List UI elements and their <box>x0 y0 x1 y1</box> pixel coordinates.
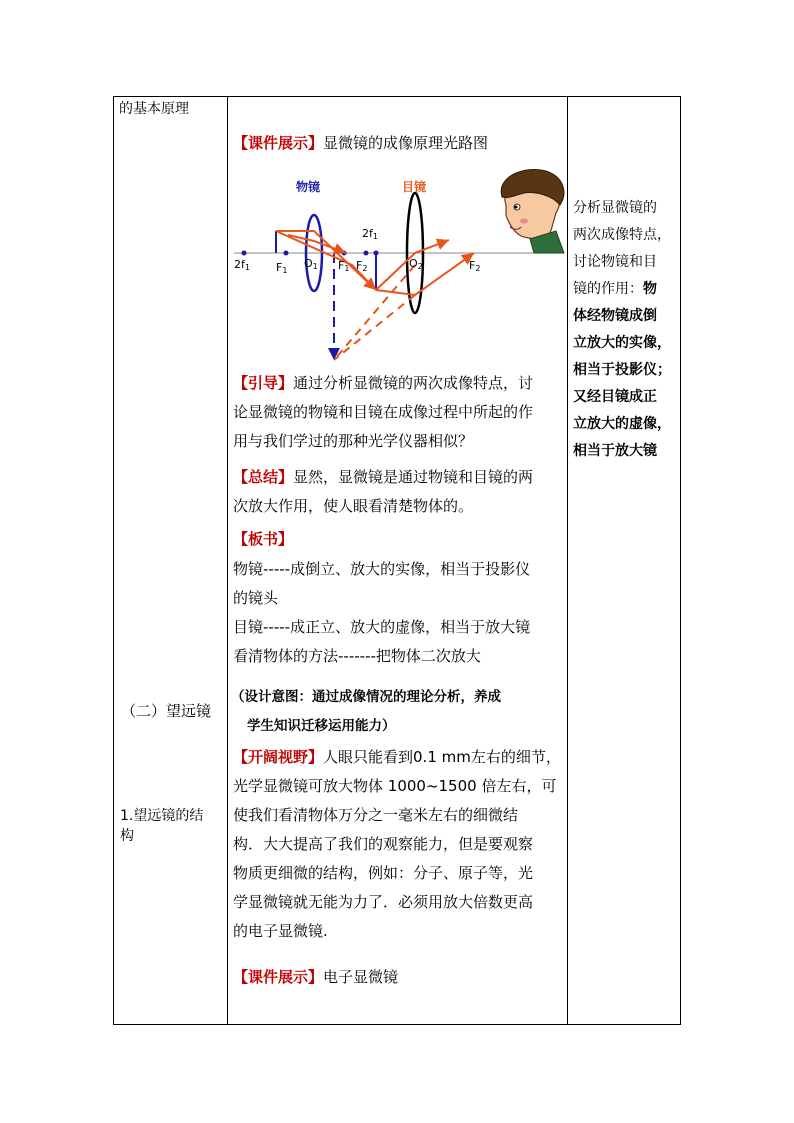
guide-paragraph: 【引导】通过分析显微镜的两次成像特点，讨 论显微镜的物镜和目镜在成像过程中所起的作 用与我们学过的那种光学仪器相似？ <box>233 374 534 450</box>
label-2f1-right: 2f <box>362 227 373 240</box>
point-F1 <box>284 251 289 256</box>
lesson-table <box>113 96 681 1025</box>
courseware-paragraph-2: 【课件展示】电子显微镜 <box>233 968 399 986</box>
svg-text:F1: F1 <box>338 259 350 273</box>
broaden-horizons-paragraph: 【开阔视野】人眼只能看到0.1 mm左右的细节， 光学显微镜可放大物体 1000~1500 倍左右，可 使我们看清物体万分之一毫米左右的细微结 构．大大提高了我们的观察能力，但是要观察 物质更细微的结构，例如：分子、原子等，光 学显微镜就无能为力了．必须用放大倍数更高 的电子显微镜. <box>233 748 561 940</box>
ray-extension-2 <box>334 265 415 360</box>
ray-4 <box>376 253 474 295</box>
microscope-light-path-diagram <box>234 165 569 365</box>
label-F1: F <box>276 261 283 274</box>
broaden-horizons-tag: 【开阔视野】 <box>233 748 324 766</box>
point-2f1-left <box>242 251 247 256</box>
board-heading <box>233 525 293 554</box>
label-eyepiece: 目镜 <box>402 180 427 194</box>
telescope-structure-line2: 构 <box>120 828 134 844</box>
svg-text:F2: F2 <box>469 259 481 273</box>
label-objective: 物镜 <box>296 180 321 194</box>
telescope-heading: （二）望远镜 <box>121 702 212 720</box>
design-intent: （设计意图：通过成像情况的理论分析，养成 学生知识迁移运用能力） <box>231 689 501 734</box>
label-F2b: F <box>469 259 476 272</box>
label-2f1-left: 2f <box>234 258 245 271</box>
left-topic-text: 的基本原理 <box>119 101 189 117</box>
observer-face-illustration <box>501 169 564 253</box>
svg-text:F2: F2 <box>356 259 368 273</box>
svg-text:O2: O2 <box>409 257 423 271</box>
summary-paragraph: 【总结】显然，显微镜是通过物镜和目镜的两 次放大作用，使人眼看清楚物体的。 <box>233 468 534 515</box>
label-O2: O <box>409 257 418 270</box>
courseware-tag-2: 【课件展示】 <box>233 968 324 986</box>
column-divider-left <box>227 97 228 1024</box>
point-F2a <box>364 251 369 256</box>
board-tag: 【板书】 <box>233 530 294 548</box>
courseware-tag: 【课件展示】 <box>233 134 324 152</box>
ray-extension-1 <box>334 295 415 360</box>
svg-text:2f1: 2f1 <box>362 227 378 241</box>
board-notes: 物镜-----成倒立、放大的实像，相当于投影仪 的镜头 目镜-----成正立、放大的虚像，相当于放大镜 看清物体的方法-------把物体二次放大 <box>233 560 531 665</box>
label-O1: O <box>304 257 313 270</box>
svg-text:2f1: 2f1 <box>234 258 250 272</box>
svg-text:F1: F1 <box>276 261 288 275</box>
label-F2a: F <box>356 259 363 272</box>
svg-text:O1: O1 <box>304 257 318 271</box>
guide-tag: 【引导】 <box>233 374 294 392</box>
courseware-text: 显微镜的成像原理光路图 <box>323 134 489 152</box>
summary-tag: 【总结】 <box>233 468 294 486</box>
teacher-notes: 分析显微镜的 两次成像特点， 讨论物镜和目 镜的作用：物 体经物镜成倒 立放大的实像， 相当于投影仪； 又经目镜成正 立放大的虚像， 相当于放大镜 <box>573 200 671 459</box>
courseware-paragraph-1 <box>233 129 488 158</box>
telescope-structure-line1: 1.望远镜的结 <box>120 808 204 824</box>
label-F1b: F <box>338 259 345 272</box>
